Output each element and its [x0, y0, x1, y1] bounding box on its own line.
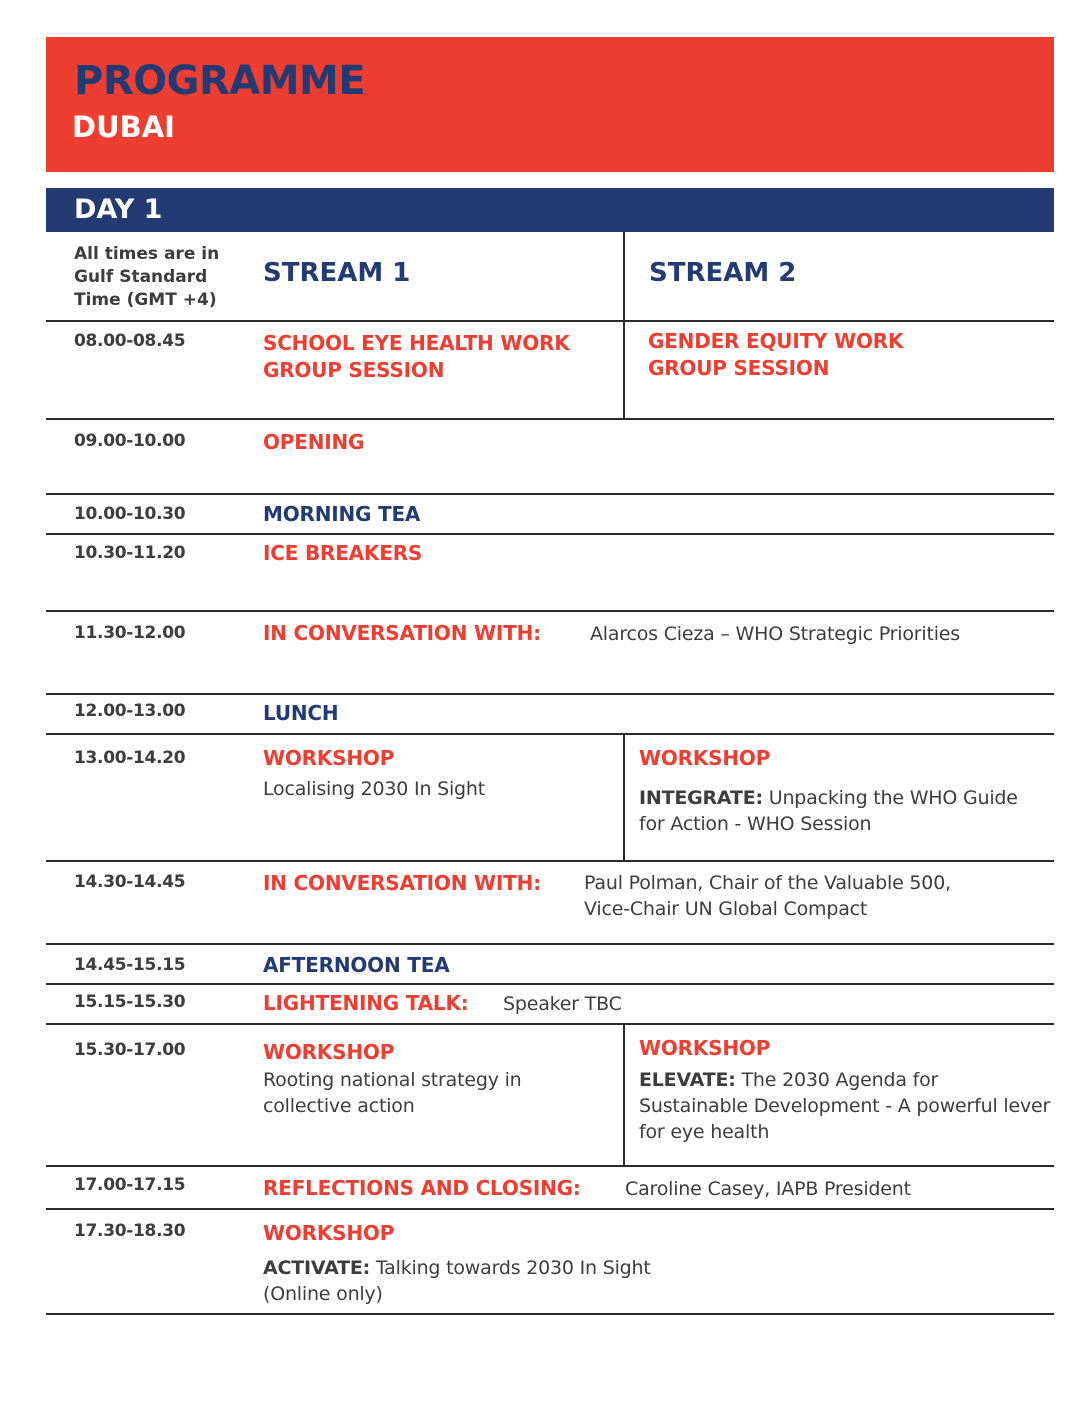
day-band	[46, 188, 1054, 232]
session-title: WORKSHOP	[639, 1036, 771, 1060]
session-time: 15.30-17.00	[74, 1040, 186, 1060]
session-title: IN CONVERSATION WITH:	[263, 621, 541, 645]
session-detail	[639, 785, 1039, 837]
session-time: 17.30-18.30	[74, 1221, 186, 1241]
column-divider	[623, 1024, 625, 1166]
session-detail: Speaker TBC	[503, 993, 622, 1015]
session-detail-text: Talking towards 2030 In Sight	[375, 1257, 651, 1279]
session-lead: INTEGRATE:	[639, 787, 763, 809]
session-title: SCHOOL EYE HEALTH WORK GROUP SESSION	[263, 331, 570, 382]
session-lead: ACTIVATE:	[263, 1257, 371, 1279]
session-detail-text: Unpacking the WHO Guide for Action - WHO Session	[639, 787, 1018, 835]
session-lead: ELEVATE:	[639, 1069, 736, 1091]
session-detail: Caroline Casey, IAPB President	[625, 1178, 911, 1200]
row-divider	[46, 1023, 1054, 1025]
session-title: OPENING	[263, 430, 365, 454]
session-detail: Rooting national strategy in collective action	[263, 1069, 522, 1117]
session-title: WORKSHOP	[639, 746, 771, 770]
session-time: 10.00-10.30	[74, 504, 186, 524]
session-title: AFTERNOON TEA	[263, 953, 450, 977]
row-divider	[46, 418, 1054, 420]
time-zone-note: All times are in Gulf Standard Time (GMT +4)	[74, 244, 220, 310]
row-divider	[46, 943, 1054, 945]
session-time: 14.30-14.45	[74, 872, 186, 892]
session-time: 08.00-08.45	[74, 331, 186, 351]
session-title: LIGHTENING TALK:	[263, 991, 469, 1015]
row-divider	[46, 1208, 1054, 1210]
row-divider	[46, 733, 1054, 735]
session-detail: Localising 2030 In Sight	[263, 778, 486, 800]
session-time: 15.15-15.30	[74, 992, 186, 1012]
row-divider	[46, 533, 1054, 535]
session-title: ICE BREAKERS	[263, 541, 423, 565]
session-title: WORKSHOP	[263, 1040, 395, 1064]
row-divider	[46, 320, 1054, 322]
row-divider	[46, 493, 1054, 495]
programme-header	[46, 37, 1054, 172]
stream-2-header: STREAM 2	[649, 258, 797, 288]
session-title: WORKSHOP	[263, 1221, 395, 1245]
session-title: REFLECTIONS AND CLOSING:	[263, 1176, 581, 1200]
session-title: GENDER EQUITY WORK GROUP SESSION	[648, 329, 904, 380]
session-title: LUNCH	[263, 701, 339, 725]
session-title: IN CONVERSATION WITH:	[263, 871, 541, 895]
page-subtitle: DUBAI	[72, 110, 175, 144]
row-divider	[46, 1165, 1054, 1167]
session-detail	[263, 1255, 651, 1281]
page-title: PROGRAMME	[74, 58, 366, 104]
session-time: 10.30-11.20	[74, 543, 186, 563]
row-divider	[46, 693, 1054, 695]
session-detail: Alarcos Cieza – WHO Strategic Priorities	[590, 623, 960, 645]
row-divider	[46, 860, 1054, 862]
session-time: 11.30-12.00	[74, 623, 186, 643]
row-divider	[46, 1313, 1054, 1315]
column-divider	[623, 232, 625, 419]
session-note: (Online only)	[263, 1283, 383, 1305]
session-time: 09.00-10.00	[74, 431, 186, 451]
session-detail	[639, 1067, 1051, 1145]
session-title: WORKSHOP	[263, 746, 395, 770]
session-time: 14.45-15.15	[74, 955, 186, 975]
row-divider	[46, 610, 1054, 612]
session-time: 12.00-13.00	[74, 701, 186, 721]
row-divider	[46, 983, 1054, 985]
day-label: DAY 1	[74, 194, 163, 225]
column-divider	[623, 734, 625, 861]
session-detail: Paul Polman, Chair of the Valuable 500, Vice-Chair UN Global Compact	[584, 872, 951, 920]
session-time: 17.00-17.15	[74, 1175, 186, 1195]
session-detail-text: The 2030 Agenda for Sustainable Development - A powerful lever for eye health	[639, 1069, 1051, 1143]
stream-1-header: STREAM 1	[263, 258, 411, 288]
session-time: 13.00-14.20	[74, 748, 186, 768]
session-title: MORNING TEA	[263, 502, 421, 526]
